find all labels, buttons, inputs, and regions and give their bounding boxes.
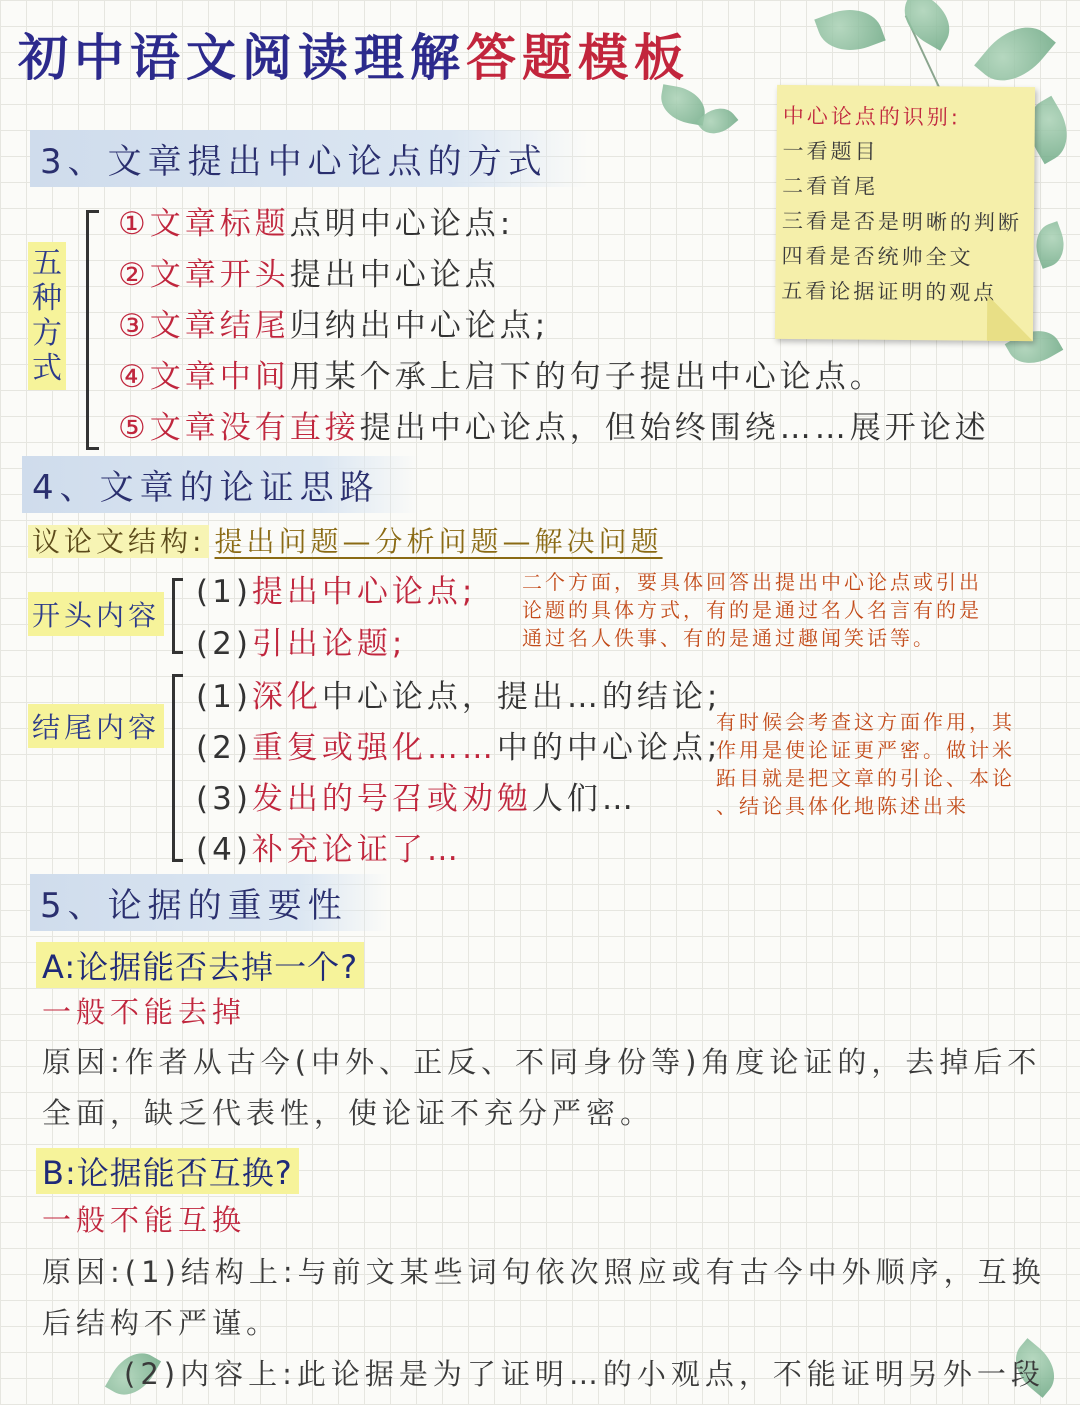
note-line: 作用是使论证更严密。做计米: [716, 738, 1015, 762]
item-text: 中的中心论点;: [496, 730, 722, 766]
structure-row: [28, 520, 663, 560]
question-a: A:论据能否去掉一个?: [36, 942, 364, 988]
item-text: 人们…: [531, 781, 637, 817]
method-text: 提出中心论点，但始终围绕……展开论述: [359, 410, 990, 446]
structure-label: 议论文结构:: [28, 525, 209, 558]
bracket: [172, 578, 183, 654]
method-text: 归纳出中心论点;: [289, 308, 550, 344]
five-ways-char: 种: [32, 281, 62, 316]
opening-item: [196, 618, 406, 663]
question-b: B:论据能否互换?: [36, 1148, 299, 1194]
item-num: (2): [196, 626, 252, 662]
item-num: (1): [196, 574, 252, 610]
five-ways-char: 方: [32, 316, 62, 351]
method-text: 用某个承上启下的句子提出中心论点。: [289, 359, 885, 395]
item-key: 补充论证了…: [251, 832, 462, 868]
note-line: 论题的具体方式，有的是通过名人名言有的是: [522, 598, 982, 622]
method-key: ①文章标题: [118, 206, 290, 242]
five-ways-char: 五: [32, 246, 62, 281]
note-line: 三看是否是明晰的判断: [781, 208, 1023, 236]
opening-item: [196, 566, 476, 611]
item-num: (4): [196, 832, 252, 868]
note-line: 二看首尾: [782, 173, 879, 199]
opening-note: [522, 568, 982, 652]
five-ways-label: [28, 242, 66, 390]
note-line: 五看论据证明的观点: [781, 278, 998, 305]
structure-value: 提出问题—分析问题—解决问题: [214, 525, 663, 558]
section-5-heading: 5、论据的重要性: [30, 874, 388, 931]
bracket: [172, 674, 183, 862]
reason-a-line: 全面，缺乏代表性，使论证不充分严密。: [42, 1096, 655, 1130]
section-3-heading: 3、文章提出中心论点的方式: [30, 130, 588, 187]
note-line: 跖目就是把文章的引论、本论: [716, 766, 1015, 790]
method-item: [118, 198, 514, 243]
method-key: ③文章结尾: [118, 308, 290, 344]
method-key: ④文章中间: [118, 359, 290, 395]
item-key: 重复或强化……: [251, 730, 497, 766]
method-item: [118, 300, 549, 345]
note-title: 中心论点的识别:: [782, 103, 962, 130]
note-fold: [987, 295, 1033, 341]
ending-item: [196, 671, 721, 716]
method-text: 提出中心论点: [289, 257, 500, 293]
title-part-2: 答题模板: [466, 29, 690, 87]
page-title: [18, 18, 690, 90]
item-key: 发出的号召或劝勉: [251, 781, 532, 817]
item-num: (1): [196, 679, 252, 715]
item-text: 中心论点，提出…的结论;: [321, 679, 722, 715]
five-ways-char: 式: [32, 351, 62, 386]
opening-label: 开头内容: [28, 592, 164, 636]
ending-item: [196, 773, 637, 818]
method-key: ②文章开头: [118, 257, 290, 293]
item-key: 深化: [251, 679, 322, 715]
item-num: (2): [196, 730, 252, 766]
reason-b-line: (2)内容上:此论据是为了证明…的小观点，不能证明另外一段: [124, 1357, 1045, 1391]
item-num: (3): [196, 781, 252, 817]
title-part-1: 初中语文阅读理解: [18, 29, 466, 87]
method-item: [118, 402, 990, 447]
ending-label: 结尾内容: [28, 704, 164, 748]
ending-item: [196, 722, 721, 767]
reason-a-line: 原因:作者从古今(中外、正反、不同身份等)角度论证的，去掉后不: [42, 1045, 1042, 1079]
method-item: [118, 351, 885, 396]
section-4-heading: 4、文章的论证思路: [22, 456, 420, 513]
bracket: [86, 210, 99, 450]
item-text: 提出中心论点;: [251, 574, 477, 610]
answer-a: 一般不能去掉: [42, 995, 247, 1029]
note-line: 二个方面，要具体回答出提出中心论点或引出: [522, 570, 982, 594]
note-line: 四看是否统帅全文: [781, 243, 974, 270]
reason-b-line: 后结构不严谨。: [42, 1306, 281, 1340]
ending-item: [196, 824, 462, 869]
item-text: 引出论题;: [251, 626, 407, 662]
note-line: 通过名人佚事、有的是通过趣闻笑话等。: [522, 626, 936, 650]
method-text: 点明中心论点:: [289, 206, 515, 242]
note-line: 、结论具体化地陈述出来: [716, 794, 969, 818]
note-line: 一看题目: [782, 138, 879, 164]
note-line: 有时候会考查这方面作用，其: [716, 710, 1015, 734]
method-item: [118, 249, 500, 294]
reason-b-line: 原因:(1)结构上:与前文某些词句依次照应或有古今中外顺序，互换: [42, 1255, 1046, 1289]
method-key: ⑤文章没有直接: [118, 410, 360, 446]
answer-b: 一般不能互换: [42, 1203, 247, 1237]
ending-note: [716, 708, 1015, 820]
sticky-note: [775, 85, 1035, 341]
